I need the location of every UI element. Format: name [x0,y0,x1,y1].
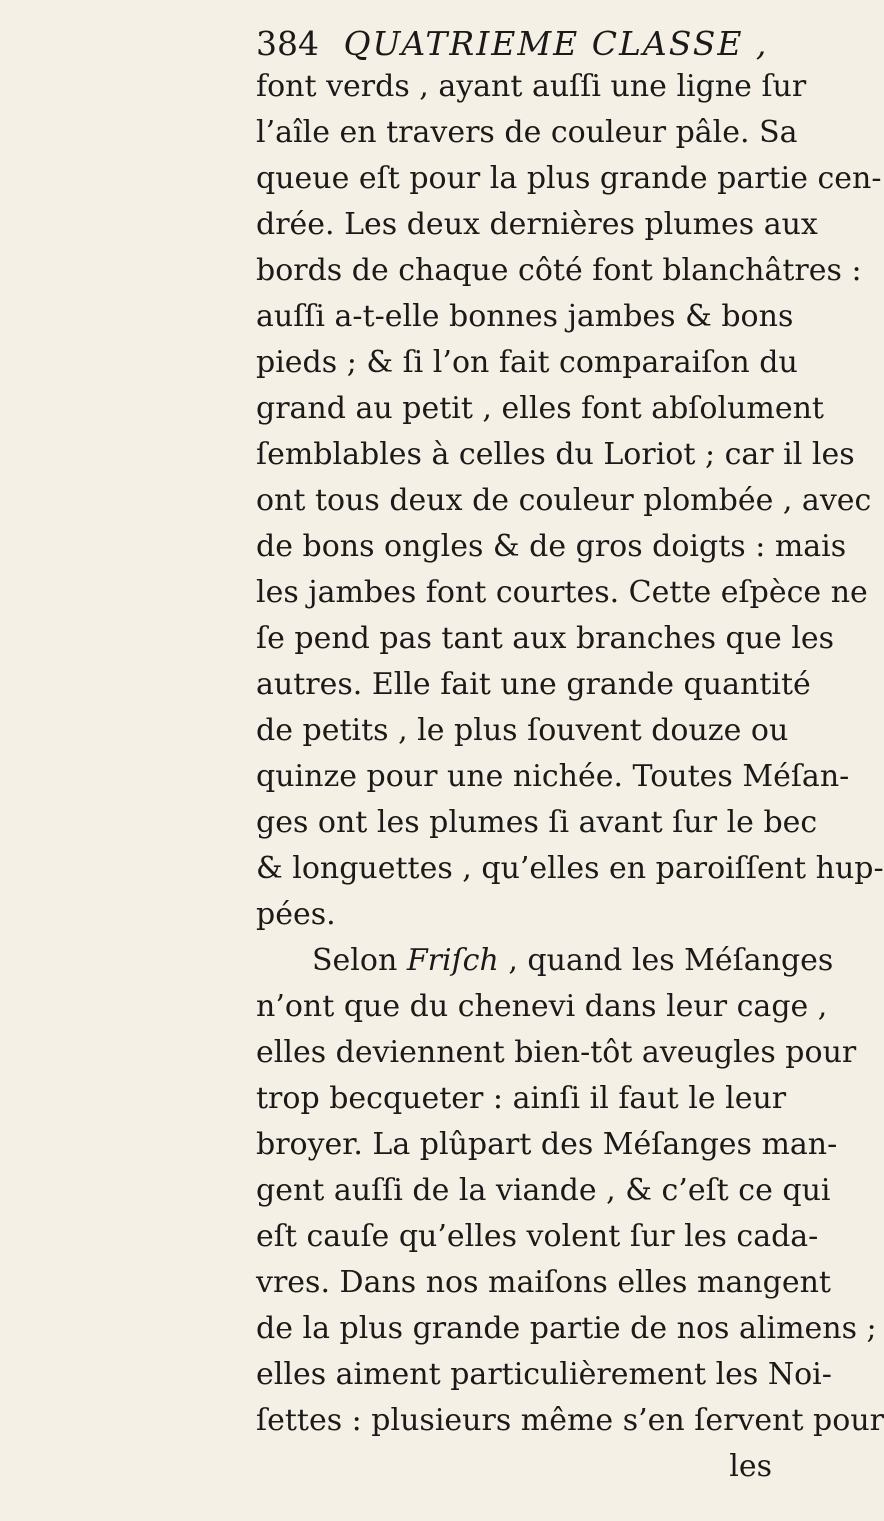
text-fragment: Selon [312,943,407,978]
text-line: les jambes font courtes. Cette eſpèce ne [256,575,868,610]
catchword: les [729,1449,772,1484]
text-line: ſe pend pas tant aux branches que les [256,621,835,656]
text-line: n’ont que du chenevi dans leur cage , [256,989,828,1024]
text-line: de la plus grande partie de nos alimens ; [256,1311,877,1346]
text-line: quinze pour une nichée. Toutes Méſan- [256,759,850,794]
text-line: vres. Dans nos maiſons elles mangent [256,1265,831,1300]
text-line: bords de chaque côté font blanchâtres : [256,253,862,288]
text-line: ſettes : plusieurs même s’en ſervent pour [256,1403,884,1438]
text-line: autres. Elle fait une grande quantité [256,667,811,702]
text-line: queue eſt pour la plus grande partie cen- [256,161,882,196]
text-line: elles deviennent bien-tôt aveugles pour [256,1035,857,1070]
text-line: broyer. La plûpart des Méſanges man- [256,1127,838,1162]
text-line: pées. [256,897,336,932]
text-line: auſſi a-t-elle bonnes jambes & bons [256,299,794,334]
page-header [256,20,769,68]
text-fragment: , quand les Méſanges [498,943,834,978]
text-line: grand au petit , elles font abſolument [256,391,824,426]
text-line: font verds , ayant auſſi une ligne ſur [256,69,807,104]
text-line: ont tous deux de couleur plombée , avec [256,483,872,518]
text-line: eſt cauſe qu’elles volent ſur les cada- [256,1219,819,1254]
text-line: de petits , le plus ſouvent douze ou [256,713,789,748]
text-line: ſemblables à celles du Loriot ; car il les [256,437,855,472]
text-line: pieds ; & ſi l’on fait comparaiſon du [256,345,798,380]
paragraph-first-line [256,938,834,984]
author-name: Friſch [406,943,499,978]
running-title: QUATRIEME CLASSE , [343,24,769,63]
text-line: de bons ongles & de gros doigts : mais [256,529,847,564]
text-line: ges ont les plumes ſi avant ſur le bec [256,805,818,840]
text-line: elles aiment particulièrement les Noi- [256,1357,832,1392]
text-line: & longuettes , qu’elles en paroiſſent hup- [256,851,884,886]
page-number: 384 [256,24,319,63]
text-line: gent auſſi de la viande , & c’eſt ce qui [256,1173,831,1208]
text-body [256,64,884,1490]
text-line: trop becqueter : ainſi il faut le leur [256,1081,787,1116]
text-line: l’aîle en travers de couleur pâle. Sa [256,115,798,150]
text-line: drée. Les deux dernières plumes aux [256,207,818,242]
